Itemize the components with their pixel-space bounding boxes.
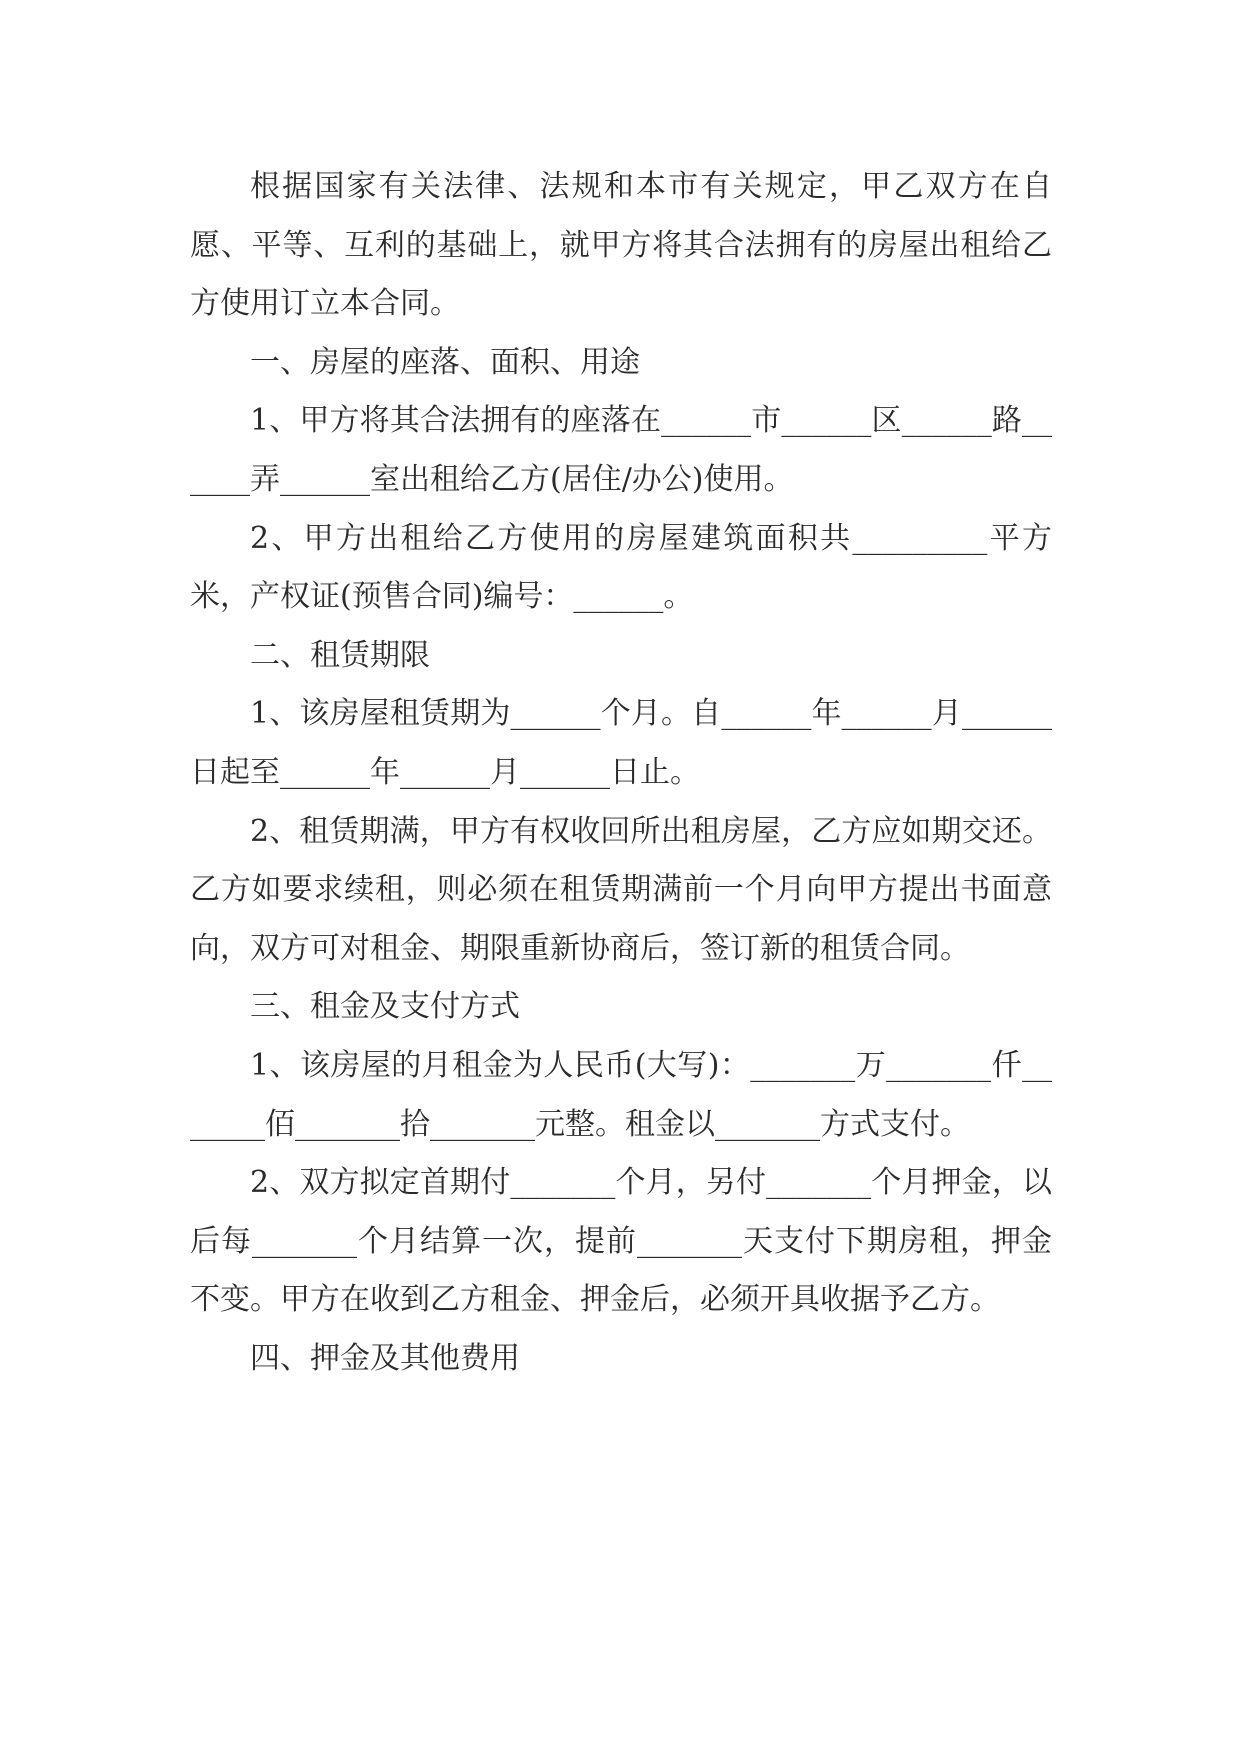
preamble-paragraph: 根据国家有关法律、法规和本市有关规定，甲乙双方在自愿、平等、互利的基础上，就甲方将其合法拥有的房屋出租给乙方使用订立本合同。 [190,169,1052,322]
section-heading-deposit-fees: 四、押金及其他费用 [250,1340,520,1376]
clause-2-2-renewal: 2、租赁期满，甲方有权收回所出租房屋，乙方应如期交还。乙方如要求续租，则必须在租赁期满前一个月向甲方提出书面意向，双方可对租金、期限重新协商后，签订新的租赁合同。 [190,813,1052,966]
section-heading-location-area-use: 一、房屋的座落、面积、用途 [250,344,640,380]
contract-page [190,158,1052,1388]
clause-3-2-payment-schedule: 2、双方拟定首期付_______个月，另付_______个月押金，以后每_______个月结算一次，提前_______天支付下期房租，押金不变。甲方在收到乙方租金、押金后，必须开具收据予乙方。 [190,1165,1052,1318]
clause-1-2-area: 2、甲方出租给乙方使用的房屋建筑面积共_________平方米，产权证(预售合同)编号：______。 [190,520,1052,615]
clause-2-1-term: 1、该房屋租赁期为______个月。自______年______月______日起至______年______月______日止。 [190,696,1052,790]
clause-3-1-rent-amount: 1、该房屋的月租金为人民币(大写)：_______万_______仟_______佰_______拾_______元整。租金以_______方式支付。 [190,1047,1052,1142]
section-heading-rent-payment: 三、租金及支付方式 [250,989,520,1025]
section-heading-lease-term: 二、租赁期限 [250,637,430,673]
clause-1-1-location: 1、甲方将其合法拥有的座落在______市______区______路______弄______室出租给乙方(居住/办公)使用。 [190,403,1052,497]
